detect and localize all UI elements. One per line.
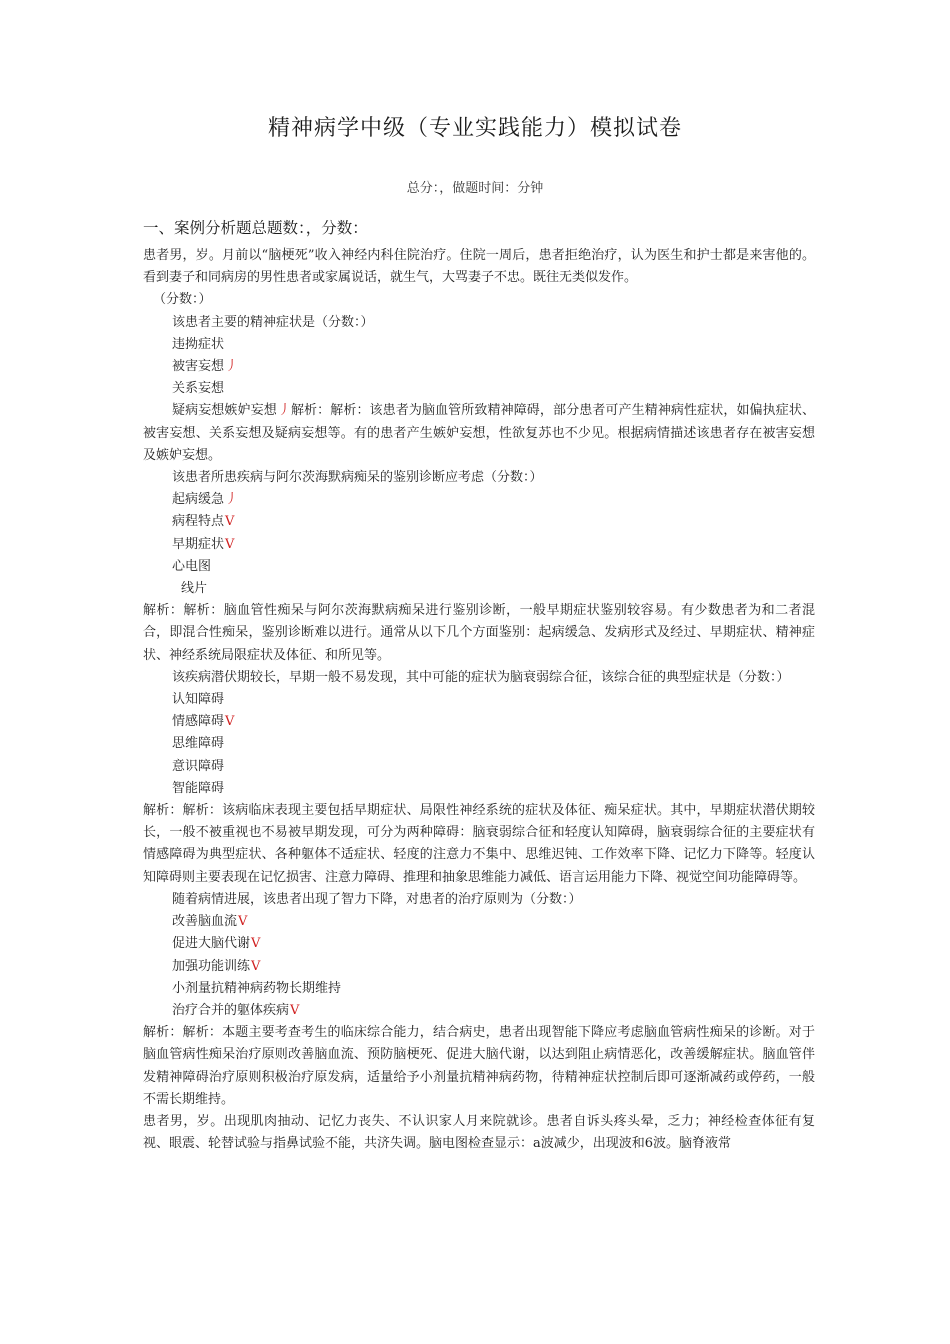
- q3-option: [143, 733, 815, 755]
- answer-check-mark: V: [225, 714, 235, 730]
- answer-check-mark: V: [225, 536, 235, 552]
- q4-question: 随着病情进展，该患者出现了智力下降，对患者的治疗原则为（分数：）: [172, 891, 582, 907]
- q3-option-text: 智能障碍: [172, 780, 225, 796]
- q4-option-text: 小剂量抗精神病药物长期维持: [172, 980, 342, 996]
- q2-option-text: 线片: [181, 581, 208, 597]
- q1-option: [143, 356, 815, 378]
- q3-option: [143, 756, 815, 778]
- q4-option: [143, 911, 815, 933]
- q4-option-text: 治疗合并的躯体疾病: [172, 1002, 290, 1018]
- q1-option-text: 关系妄想: [172, 381, 225, 397]
- q3-option: [143, 711, 815, 733]
- q1-option-text: 被害妄想: [172, 359, 225, 375]
- answer-check-mark: V: [225, 514, 235, 530]
- q1-last-option-and-analysis: [143, 400, 815, 467]
- q2-option-text: 病程特点: [172, 514, 225, 530]
- q3-question: 该疾病潜伏期较长，早期一般不易发现，其中可能的症状为脑衰弱综合征，该综合征的典型症状是（分数：）: [172, 669, 790, 685]
- q3-option: [143, 778, 815, 800]
- q4-option: [143, 956, 815, 978]
- q3-option-text: 情感障碍: [172, 714, 225, 730]
- q1-option: [143, 334, 815, 356]
- q1-last-option: 疑病妄想嫉妒妄想: [172, 403, 277, 419]
- q2-option-text: 起病缓急: [172, 492, 225, 508]
- q4-option: [143, 978, 815, 1000]
- exam-meta: 总分：，做题时间：分钟: [406, 181, 544, 196]
- exam-content: [143, 245, 815, 1155]
- answer-check-mark: 丿: [277, 403, 291, 419]
- document-title: 精神病学中级（专业实践能力）模拟试卷: [267, 116, 682, 141]
- answer-check-mark: V: [251, 936, 261, 952]
- q2-question: 该患者所患疾病与阿尔茨海默病痴呆的鉴别诊断应考虑（分数：）: [172, 470, 543, 486]
- q2-option: [143, 578, 815, 600]
- q3-option-text: 思维障碍: [172, 736, 225, 752]
- q4-option-text: 加强功能训练: [172, 958, 251, 974]
- q1-question: 该患者主要的精神症状是（分数：）: [172, 314, 374, 330]
- q2-option: [143, 534, 815, 556]
- q4-analysis: 解析：解析：本题主要考查考生的临床综合能力，结合病史，患者出现智能下降应考虑脑血管病性痴呆的诊断。对于脑血管病性痴呆治疗原则改善脑血流、预防脑梗死、促进大脑代谢，以达到阻止病情恶化，改善缓解症状。脑血管伴发精神障碍治疗原则积极治疗原发病，适量给予小剂量抗精神病药物，待精神症状控制后即可逐渐减药或停药，一般不需长期维持。: [143, 1025, 815, 1107]
- q3-option-text: 意识障碍: [172, 758, 225, 774]
- q2-option: [143, 511, 815, 533]
- case2-stem: 患者男，岁。出现肌肉抽动、记忆力丧失、不认识家人月来院就诊。患者自诉头疼头晕，乏力；神经检查体征有复视、眼震、轮替试验与指鼻试验不能，共济失调。脑电图检查显示：a波减少，出现波和6波。脑脊液常: [143, 1113, 815, 1152]
- answer-check-mark: V: [290, 1002, 300, 1018]
- q2-option: [143, 556, 815, 578]
- case1-score: （分数：）: [153, 292, 212, 308]
- q4-option-text: 促进大脑代谢: [172, 936, 251, 952]
- q4-option: [143, 933, 815, 955]
- q4-option-text: 改善脑血流: [172, 914, 238, 930]
- section-heading: 一、案例分析题总题数：，分数：: [143, 219, 368, 237]
- q1-option-text: 违拗症状: [172, 336, 225, 352]
- case1-stem: 患者男，岁。月前以“脑梗死”收入神经内科住院治疗。住院一周后，患者拒绝治疗，认为医生和护士都是来害他的。看到妻子和同病房的男性患者或家属说话，就生气，大骂妻子不忠。既往无类似发作。: [143, 248, 815, 286]
- q2-option-text: 早期症状: [172, 536, 225, 552]
- answer-check-mark: 丿: [225, 359, 239, 375]
- q1-analysis: 解析：解析：该患者为脑血管所致精神障碍，部分患者可产生精神病性症状，如偏执症状、被害妄想、关系妄想及疑病妄想等。有的患者产生嫉妒妄想，性欲复苏也不少见。根据病情描述该患者存在被害妄想及嫉妒妄想。: [143, 403, 815, 463]
- answer-check-mark: 丿: [225, 492, 239, 508]
- q4-option: [143, 1000, 815, 1022]
- answer-check-mark: V: [251, 958, 261, 974]
- q1-option: [143, 378, 815, 400]
- q2-option-text: 心电图: [172, 558, 212, 574]
- q3-analysis: 解析：解析：该病临床表现主要包括早期症状、局限性神经系统的症状及体征、痴呆症状。其中，早期症状潜伏期较长，一般不被重视也不易被早期发现，可分为两种障碍：脑衰弱综合征和轻度认知障碍，脑衰弱综合征的主要症状有情感障碍为典型症状、各种躯体不适症状、轻度的注意力不集中、思维迟钝、工作效率下降、记忆力下降等。轻度认知障碍则主要表现在记忆损害、注意力障碍、推理和抽象思维能力减低、语言运用能力下降、视觉空间功能障碍等。: [143, 803, 815, 885]
- answer-check-mark: V: [238, 914, 248, 930]
- q3-option-text: 认知障碍: [172, 692, 225, 708]
- q2-analysis: 解析：解析：脑血管性痴呆与阿尔茨海默病痴呆进行鉴别诊断，一般早期症状鉴别较容易。有少数患者为和二者混合，即混合性痴呆，鉴别诊断难以进行。通常从以下几个方面鉴别：起病缓急、发病形式及经过、早期症状、精神症状、神经系统局限症状及体征、和所见等。: [143, 603, 815, 663]
- q3-option: [143, 689, 815, 711]
- q2-option: [143, 489, 815, 511]
